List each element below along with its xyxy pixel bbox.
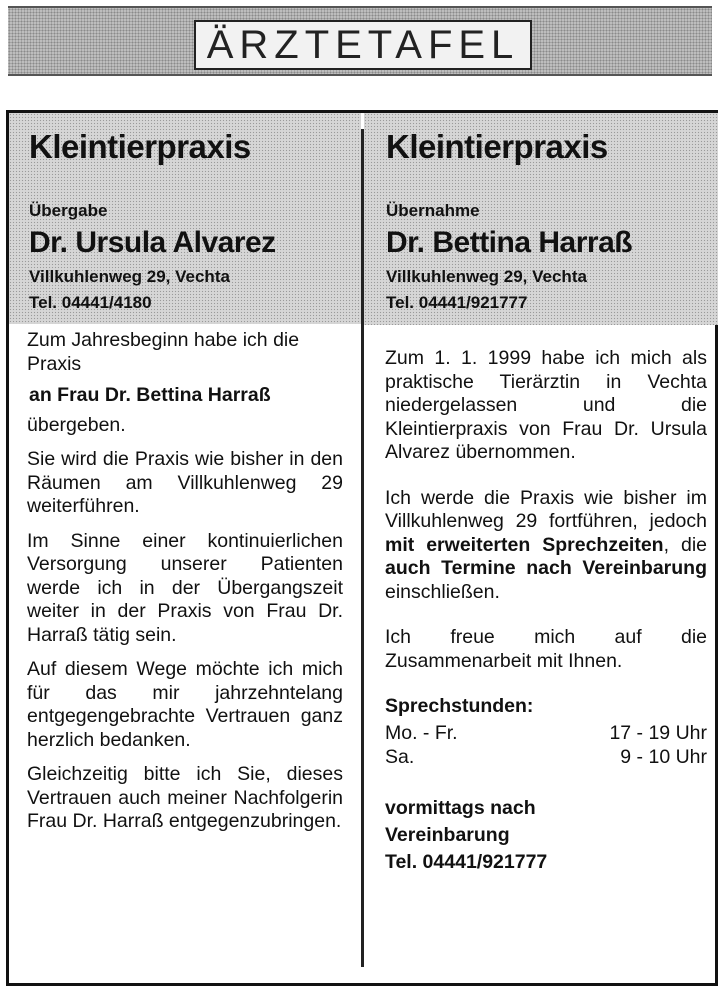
appointment-line: vormittags nach [385, 796, 536, 819]
extended-hours-text: mit erweiterten Sprechzeiten [385, 533, 664, 556]
office-hours-title: Sprechstunden: [385, 695, 534, 717]
hours-time: 9 - 10 Uhr [620, 745, 707, 768]
left-body [27, 329, 343, 845]
takeover-label: Übernahme [386, 201, 480, 220]
start-paragraph: Zum 1. 1. 1999 habe ich mich als praktische Tierärztin in Vechta niedergelassen und die Kleintierpraxis von Frau Dr. Ursula Alvarez übernommen. [385, 347, 707, 463]
right-notice [364, 113, 718, 983]
hours-days: Mo. - Fr. [385, 721, 458, 744]
doctor-name: Dr. Bettina Harraß [386, 226, 633, 259]
recipient-text: an Frau Dr. Bettina Harraß [29, 384, 271, 406]
continue-paragraph: Sie wird die Praxis wie bisher in den Räumen am Villkuhlenweg 29 weiterführen. [27, 448, 343, 517]
practice-title: Kleintierpraxis [386, 128, 608, 165]
hours-days: Sa. [385, 745, 415, 768]
plan-paragraph [385, 487, 707, 605]
appointments-text: auch Termine nach Vereinbarung [385, 557, 707, 579]
closing-phone: Tel. 04441/921777 [385, 850, 548, 873]
handed-over-text: übergeben. [27, 413, 126, 436]
practice-title: Kleintierpraxis [29, 128, 251, 165]
address: Villkuhlenweg 29, Vechta [386, 267, 587, 286]
right-body [385, 347, 707, 876]
phone: Tel. 04441/921777 [386, 293, 528, 312]
doctor-name: Dr. Ursula Alvarez [29, 226, 276, 259]
phone: Tel. 04441/4180 [29, 293, 152, 312]
left-header [9, 113, 361, 324]
right-header [364, 113, 718, 325]
handover-label: Übergabe [29, 201, 108, 220]
plan-text-1: Ich werde die Praxis wie bisher im Villkuhlenweg 29 fortführen, jedoch [385, 486, 707, 532]
hours-row [385, 745, 707, 769]
appointment-line: Vereinbarung [385, 823, 510, 846]
hours-time: 17 - 19 Uhr [609, 721, 707, 744]
notice-frame [6, 110, 718, 986]
intro-text: Zum Jahresbeginn habe ich die Praxis [27, 329, 300, 375]
banner-title: ÄRZTETAFEL [194, 20, 532, 70]
hours-row [385, 721, 707, 745]
plan-text-3: einschließen. [385, 580, 500, 603]
continuity-paragraph: Im Sinne einer kontinuierlichen Versorgung unserer Patienten werde ich in der Übergangszeit weiter in der Praxis von Frau Dr. Harraß tätig sein. [27, 529, 343, 646]
appointment-block [385, 795, 707, 876]
request-paragraph: Gleichzeitig bitte ich Sie, dieses Vertrauen auch meiner Nachfolgerin Frau Dr. Harraß entgegenzubringen. [27, 763, 343, 832]
plan-text-2: , die [663, 533, 707, 556]
thanks-paragraph: Auf diesem Wege möchte ich mich für das mir jahrzehntelang entgegengebrachte Vertrauen ganz herzlich bedanken. [27, 658, 343, 751]
banner [8, 6, 712, 76]
cooperation-paragraph: Ich freue mich auf die Zusammenarbeit mit Ihnen. [385, 626, 707, 672]
address: Villkuhlenweg 29, Vechta [29, 267, 230, 286]
left-notice [9, 113, 361, 983]
